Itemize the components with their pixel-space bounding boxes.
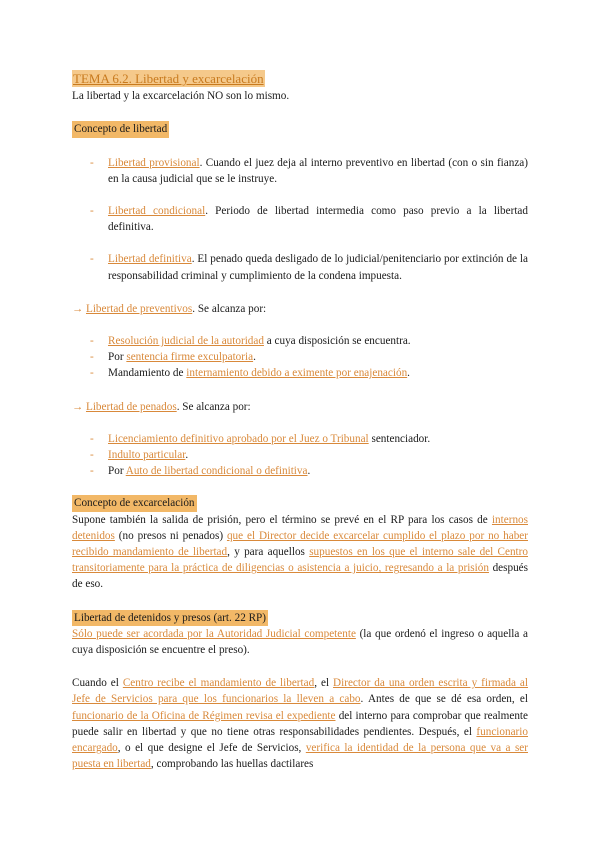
section-heading-excarcelacion: Concepto de excarcelación: [72, 495, 197, 511]
term-link[interactable]: Libertad definitiva: [108, 253, 192, 266]
intro-text: La libertad y la excarcelación NO son lo mismo.: [72, 90, 290, 103]
term-link[interactable]: Indulto particular: [108, 449, 186, 462]
list-item: - Resolución judicial de la autoridad a cuya disposición se encuentra.: [88, 333, 528, 349]
list-item: - Libertad definitiva. El penado queda desligado de lo judicial/penitenciario por extinción de la responsabilidad criminal y cumplimiento de la condena impuesta.: [88, 251, 528, 283]
preventivos-list: [72, 333, 528, 382]
section-heading-detenidos: Libertad de detenidos y presos (art. 22 RP): [72, 610, 268, 626]
term-link[interactable]: internamiento debido a eximente por enajenación: [186, 367, 408, 380]
preventivos-line: → Libertad de preventivos. Se alcanza por:: [72, 302, 267, 315]
excarcelacion-paragraph: Supone también la salida de prisión, pero el término se prevé en el RP para los casos de internos detenidos (no presos ni penados) que el Director decide excarcelar cumplido el plazo por no haber recibido mandamiento de libertad, y para aquellos supuestos en los que el interno sale del Centro transitoriamente para la práctica de diligencias o asistencia a juicio, regresando a la prisión después de eso.: [72, 513, 529, 591]
term-link[interactable]: Auto de libertad condicional o definitiva: [125, 465, 308, 478]
list-item: - Licenciamiento definitivo aprobado por el Juez o Tribunal sentenciador.: [88, 431, 528, 447]
arrow-icon: →: [72, 400, 84, 413]
libertad-types-list: [72, 155, 528, 284]
term-link[interactable]: Licenciamiento definitivo aprobado por el Juez o Tribunal: [108, 432, 369, 445]
list-item: - Mandamiento de internamiento debido a eximente por enajenación.: [88, 365, 528, 381]
penados-list: [72, 431, 528, 480]
document-title: TEMA 6.2. Libertad y excarcelación: [73, 71, 264, 86]
list-item: - Por Auto de libertad condicional o definitiva.: [88, 463, 528, 479]
term-link[interactable]: Resolución judicial de la autoridad: [108, 335, 264, 348]
list-item: - Libertad provisional. Cuando el juez deja al interno preventivo en libertad (con o sin fianza) en la causa judicial que se le instruye.: [88, 155, 528, 187]
term-link[interactable]: Libertad de penados: [85, 400, 177, 413]
document-page: [72, 70, 528, 773]
section-heading-libertad: Concepto de libertad: [72, 121, 169, 137]
list-item: - Indulto particular.: [88, 447, 528, 463]
detenidos-paragraph-1: Sólo puede ser acordada por la Autoridad Judicial competente (la que ordenó el ingreso o aquella a cuya disposición se encuentre el preso).: [72, 627, 528, 657]
list-item: - Por sentencia firme exculpatoria.: [88, 349, 528, 365]
term-link[interactable]: Libertad de preventivos: [85, 302, 193, 315]
term-link[interactable]: Libertad provisional: [108, 156, 200, 169]
term-link[interactable]: Libertad condicional: [108, 205, 206, 218]
list-item: - Libertad condicional. Periodo de libertad intermedia como paso previo a la libertad definitiva.: [88, 203, 528, 235]
term-link[interactable]: sentencia firme exculpatoria: [126, 351, 254, 364]
arrow-icon: →: [72, 302, 84, 315]
detenidos-paragraph-2: Cuando el Centro recibe el mandamiento de libertad, el Director da una orden escrita y firmada al Jefe de Servicios para que los funcionarios la lleven a cabo. Antes de que se dé esa orden, el funcionario de la Oficina de Régimen revisa el expediente del interno para comprobar que realmente puede salir en libertad y que no tiene otras responsabilidades pendientes. Después, el funcionario encargado, o el que designe el Jefe de Servicios, verifica la identidad de la persona que va a ser puesta en libertad, comprobando las huellas dactilares: [72, 677, 528, 771]
penados-line: → Libertad de penados. Se alcanza por:: [72, 400, 251, 413]
